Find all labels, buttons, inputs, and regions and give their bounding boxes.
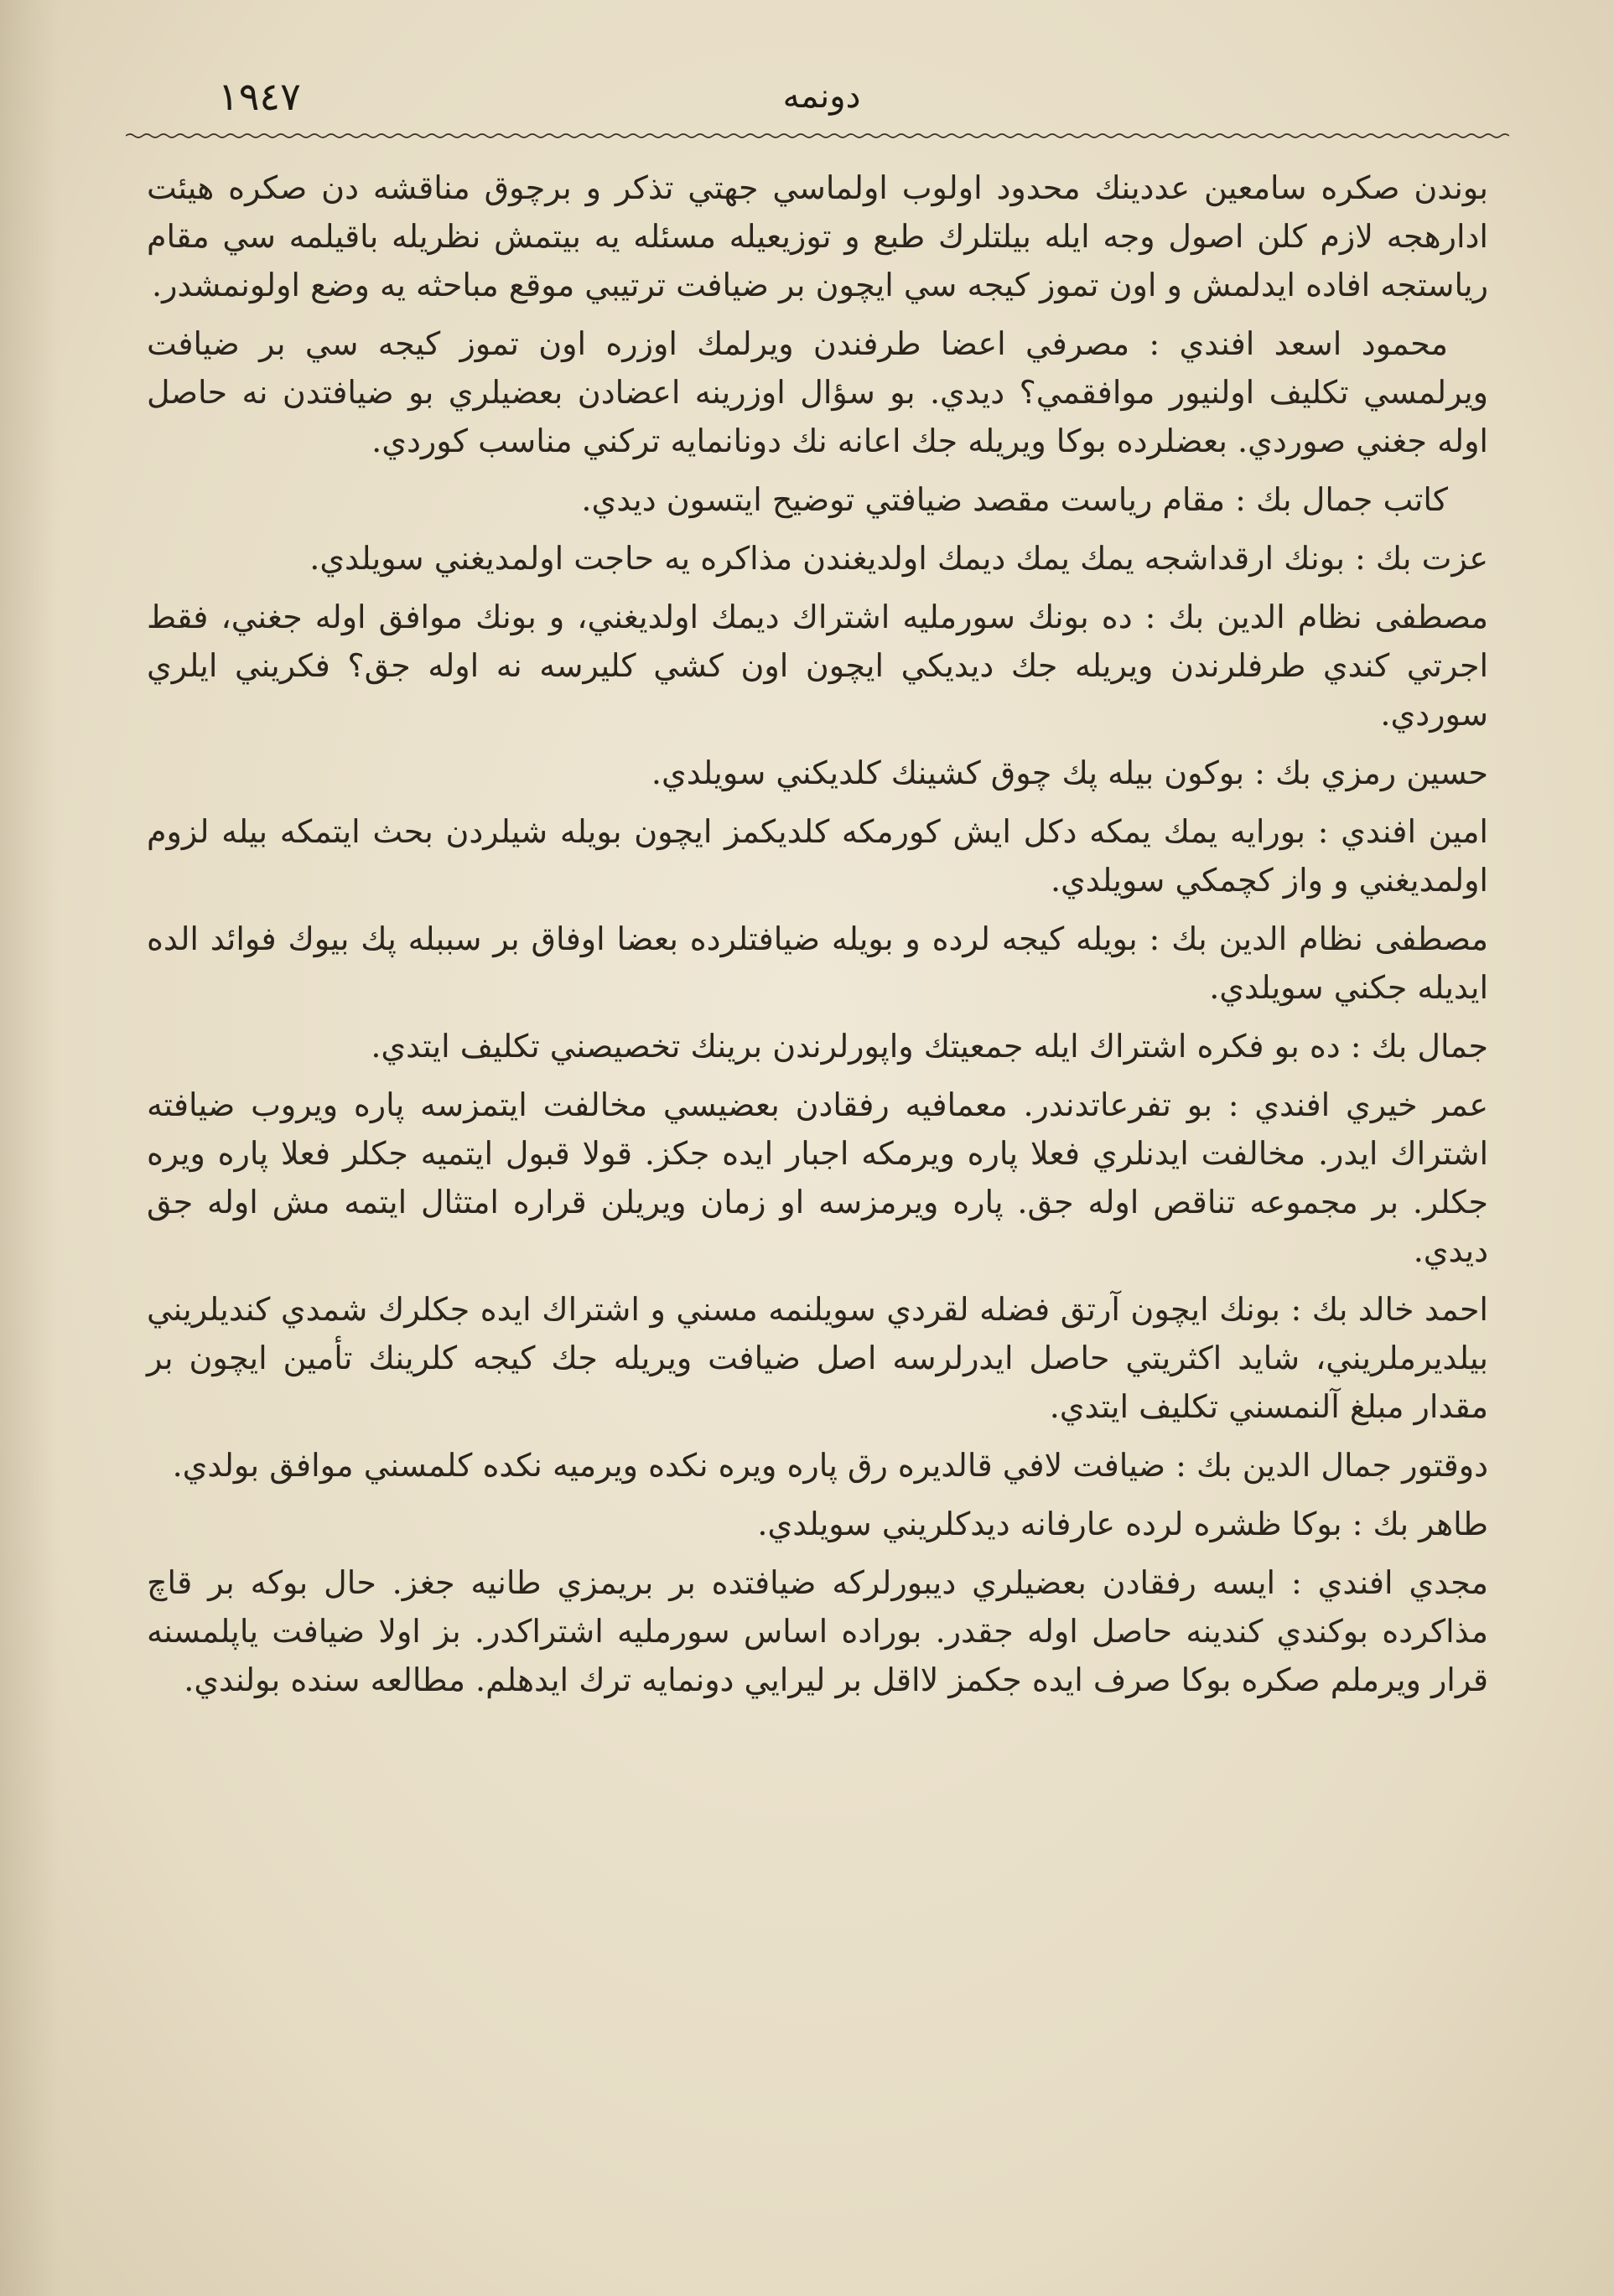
page-header [126, 67, 1509, 143]
paragraph: عزت بك : بونك ارقداشجه يمك يمك ديمك اولديغندن مذاكره يه حاجت اولمديغني سويلدي. [309, 540, 1488, 577]
paragraph: دوقتور جمال الدين بك : ضيافت لافي قالديره رق پاره ويره نكده ويرميه نكده كلمسني موافق بولدي. [172, 1447, 1488, 1484]
paragraph: مصطفى نظام الدين بك : بويله كيجه لرده و بويله ضيافتلرده بعضا اوفاق بر سببله پك بيوك فوائد الده ايديله جكني سويلدي. [147, 920, 1488, 1006]
paragraph: احمد خالد بك : بونك ايچون آرتق فضله لقردي سويلنمه مسني و اشتراك ايده جكلرك شمدي كنديلريني بيلديرملريني، شايد اكثريتي حاصل ايدرلرسه اصل ضيافت ويريله جك كيجه كلرينك تأمين ايچون بر مقدار مبلغ آلنمسني تكليف ايتدي. [147, 1291, 1488, 1425]
paragraph: كاتب جمال بك : مقام رياست مقصد ضيافتي توضيح ايتسون ديدي. [581, 481, 1448, 518]
paragraph: حسين رمزي بك : بوكون بيله پك چوق كشينك كلديكني سويلدي. [651, 754, 1488, 791]
paragraph: طاهر بك : بوكا ظشره لرده عارفانه ديدكلريني سويلدي. [757, 1506, 1488, 1542]
paragraph: عمر خيري افندي : بو تفرعاتدندر. معمافيه رفقادن بعضيسي مخالفت ايتمزسه پاره ويروب ضيافته اشتراك ايدر. مخالفت ايدنلري فعلا پاره ويرمكه اجبار ايده جكز. قولا قبول ايتميه جكلر فعلا پاره ويره جكلر. بر مجموعه تناقص اوله جق. پاره ويرمزسه او زمان ويريلن قراره امتثال ايتمه مش اوله جق ديدي. [147, 1086, 1488, 1269]
header-wavy-rule [126, 132, 1509, 139]
paragraph: مصطفى نظام الدين بك : ده بونك سورمليه اشتراك ديمك اولديغني، و بونك موافق اوله جغني، فقط اجرتي كندي طرفلرندن ويريله جك ديديكي ايچون اون كشي كليرسه نه اوله جق؟ فكريني ايلري سوردي. [147, 599, 1488, 733]
paragraph: محمود اسعد افندي : مصرفي اعضا طرفندن ويرلمك اوزره اون تموز كيجه سي بر ضيافت ويرلمسي تكليف اولنيور موافقمي؟ ديدي. بو سؤال اوزرينه اعضادن بعضيلري بو ضيافتدن نه حاصل اوله جغني صوردي. بعضلرده بوكا ويريله جك اعانه نك دونانمايه تركني مناسب كوردي. [147, 325, 1488, 459]
body-text [147, 163, 1488, 1714]
paragraph: مجدي افندي : ايسه رفقادن بعضيلري ديبورلركه ضيافتده بر بريمزي طانيه جغز. حال بوكه بر قاچ مذاكرده بوكندي كندينه حاصل اوله جقدر. بوراده اساس سورمليه اشتراكدر. بز اولا ضيافت ياپلمسنه قرار ويرملم صكره بوكا صرف ايده جكمز لااقل بر ليرايي دونمايه ترك ايدهلم. مطالعه سنده بولندي. [147, 1564, 1488, 1698]
scan-edge-shadow [0, 0, 59, 2296]
paragraph: امين افندي : بورايه يمك يمكه دكل ايش كورمكه كلديكمز ايچون بويله شيلردن بحث ايتمكه بيله لزوم اولمديغني و واز كچمكي سويلدي. [147, 813, 1488, 899]
paragraph: بوندن صكره سامعين عددينك محدود اولوب اولماسي جهتي تذكر و برچوق مناقشه دن صكره هيئت ادارهجه لازم كلن اصول وجه ايله بيلتلرك طبع و توزيعيله مسئله يه بيتمش نظريله باقيلمه سي مقام رياستجه افاده ايدلمش و اون تموز كيجه سي ايچون بر ضيافت ترتيبي موقع مباحثه يه وضع اولونمشدر. [147, 169, 1488, 303]
paragraph: جمال بك : ده بو فكره اشتراك ايله جمعيتك واپورلرندن برينك تخصيصني تكليف ايتدي. [371, 1028, 1488, 1065]
running-head: دونمه [782, 77, 861, 116]
page-number: ١٩٤٧ [218, 74, 301, 119]
